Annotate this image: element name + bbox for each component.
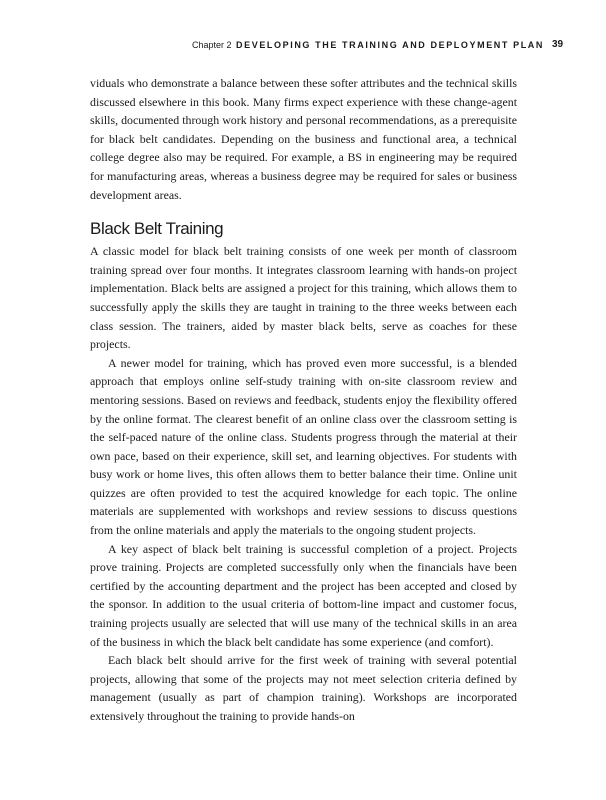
paragraph-blended-approach: A newer model for training, which has proved even more successful, is a blended approach that employs online self-study training with on-site classroom review and mentoring sessions. Based on reviews and feedback, students enjoy the flexibility offered by the online format. The clearest benefit of an online class over the classroom setting is the self-paced nature of the online class. Students progress through the material at their own pace, based on their experience, skill set, and learning objectives. For students with busy work or home lives, this often allows them to better balance their time. Online unit quizzes are often provided to test the acquired knowledge for each topic. The online materials are supplemented with workshops and review sessions to discuss questions from the online materials and apply the materials to the ongoing student projects.: [90, 355, 517, 538]
paragraph-first-week: Each black belt should arrive for the first week of training with several potential projects, allowing that some of the projects may not meet selection criteria defined by management (usually as part of champion training). Workshops are incorporated extensively throughout the training to provide hands-on: [90, 653, 517, 723]
paragraph-classic-model: A classic model for black belt training consists of one week per month of classroom training spread over four months. It integrates classroom learning with hands-on project implementation. Black belts are assigned a project for this training, which allows them to successfully apply the skills they are taught in training to the three weeks between each class session. The trainers, aided by master black belts, serve as coaches for these projects.: [90, 244, 517, 352]
section-heading: Black Belt Training: [90, 219, 224, 239]
chapter-label: Chapter 2: [191, 40, 232, 50]
intro-paragraph: viduals who demonstrate a balance between these softer attributes and the technical skills discussed elsewhere in this book. Many firms expect experience with these change-agent skills, documented through work history and personal recommendations, as a prerequisite for black belt candidates. Depending on the business and functional area, a technical college degree also may be required. For example, a BS in engineering may be required for manufacturing areas, whereas a business degree may be required for sales or business development areas.: [90, 76, 517, 202]
chapter-title: DEVELOPING THE TRAINING AND DEPLOYMENT PLAN: [236, 40, 544, 50]
body-text: [90, 74, 517, 726]
paragraph-project-completion: A key aspect of black belt training is successful completion of a project. Projects prove training. Projects are completed successfully only when the financials have been certified by the accounting department and the project has been accepted and closed by the sponsor. In addition to the usual criteria of bottom-line impact and customer focus, training projects usually are selected that will use many of the technical skills in an area of the business in which the black belt candidate has some experience (and comfort).: [90, 541, 517, 649]
page-number: 39: [552, 39, 564, 50]
running-header: [90, 40, 544, 50]
